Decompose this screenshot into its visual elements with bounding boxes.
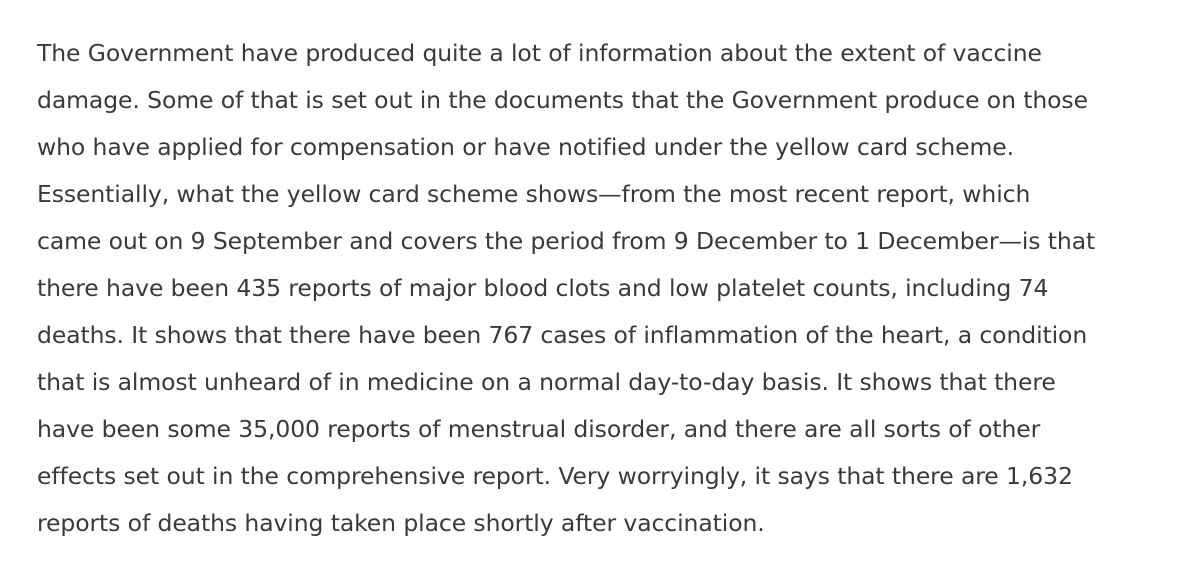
paragraph-line-6: there have been 435 reports of major blood clots and low platelet counts, including 74 <box>37 274 1049 302</box>
paragraph-line-8: that is almost unheard of in medicine on a normal day-to-day basis. It shows that there <box>37 368 1056 396</box>
body-paragraph <box>37 30 1177 547</box>
paragraph-line-11: reports of deaths having taken place shortly after vaccination. <box>37 509 765 537</box>
paragraph-line-1: The Government have produced quite a lot of information about the extent of vaccine <box>37 39 1042 67</box>
paragraph-line-10: effects set out in the comprehensive report. Very worryingly, it says that there are 1,632 <box>37 462 1073 490</box>
paragraph-line-2: damage. Some of that is set out in the documents that the Government produce on those <box>37 86 1088 114</box>
paragraph-line-5: came out on 9 September and covers the period from 9 December to 1 December—is that <box>37 227 1096 255</box>
paragraph-line-9: have been some 35,000 reports of menstrual disorder, and there are all sorts of other <box>37 415 1041 443</box>
paragraph-line-4: Essentially, what the yellow card scheme shows—from the most recent report, which <box>37 180 1031 208</box>
paragraph-line-3: who have applied for compensation or have notified under the yellow card scheme. <box>37 133 1015 161</box>
paragraph-line-7: deaths. It shows that there have been 767 cases of inflammation of the heart, a condition <box>37 321 1088 349</box>
